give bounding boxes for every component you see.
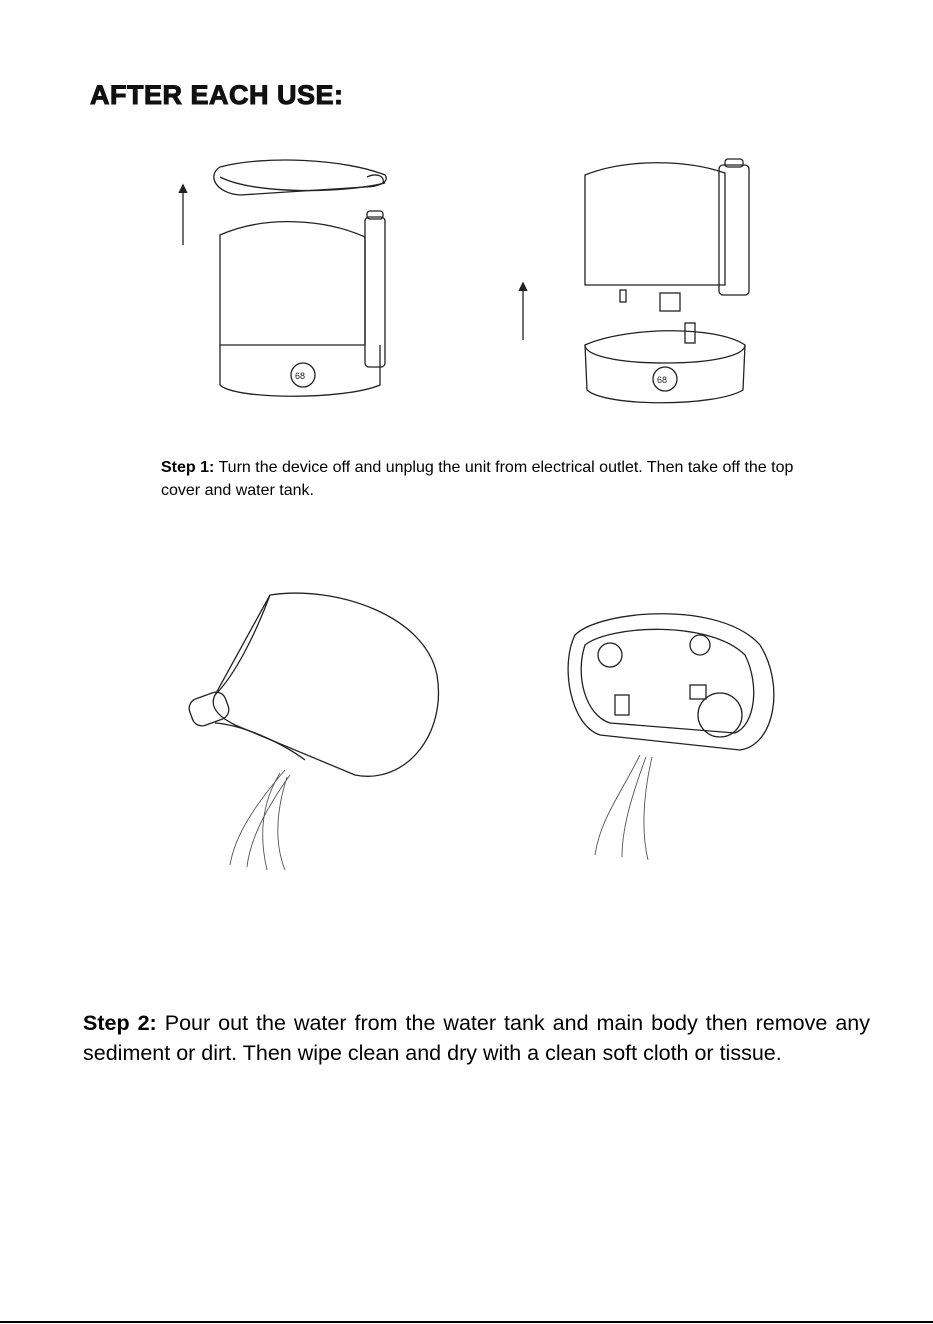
step-1-label: Step 1:	[161, 459, 215, 476]
display-digits: 68	[295, 371, 306, 381]
figure-pour-water-tank	[185, 575, 445, 875]
figure-remove-top-cover	[175, 155, 415, 415]
step-1-instruction	[161, 456, 821, 502]
page-bottom-rule	[0, 1321, 933, 1323]
step-1-text: Turn the device off and unplug the unit from electrical outlet. Then take off the top cover and water tank.	[161, 459, 794, 499]
step-2-text: Pour out the water from the water tank and main body then remove any sediment or dirt. Then wipe clean and dry with a clean soft cloth or tissue.	[83, 1011, 870, 1065]
figure-pour-main-body	[560, 605, 780, 865]
step-2-label: Step 2:	[83, 1011, 157, 1035]
display-digits: 68	[657, 375, 668, 385]
page-heading: AFTER EACH USE:	[90, 80, 344, 110]
figure-remove-water-tank	[515, 155, 765, 415]
step-2-instruction	[83, 1008, 870, 1068]
